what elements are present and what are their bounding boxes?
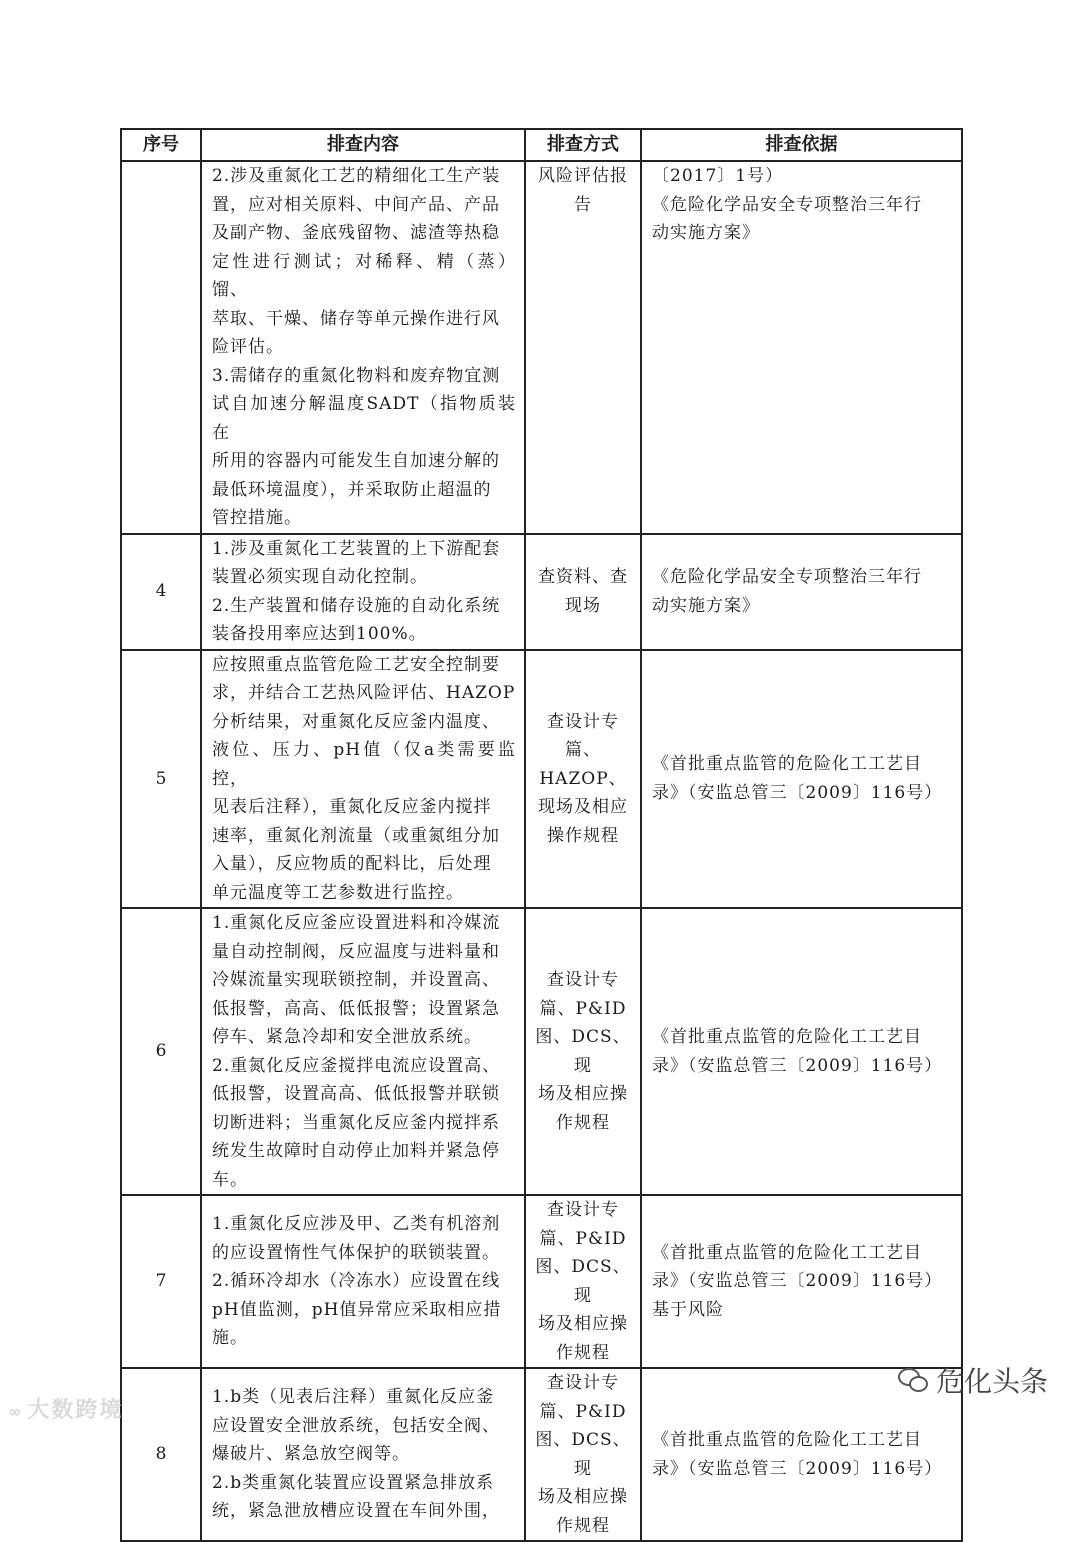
row-content	[201, 908, 525, 1195]
row-content-line: 量自动控制阀，反应温度与进料量和	[212, 941, 500, 962]
row-method	[525, 534, 641, 650]
row-basis-line: 动实施方案》	[652, 595, 760, 616]
row-content-line: 入量），反应物质的配料比，后处理	[212, 854, 492, 874]
row-number: 8	[121, 1368, 201, 1541]
row-number: 7	[121, 1195, 201, 1368]
table-row	[121, 650, 962, 909]
row-method-line: 作规程	[556, 1515, 610, 1536]
row-content-line: 2.涉及重氮化工艺的精细化工生产装	[212, 166, 501, 186]
row-basis-line: 《首批重点监管的危险化工工艺目	[652, 1430, 922, 1450]
row-content-line: 定性进行测试；对稀释、精（蒸）馏、	[212, 251, 516, 300]
row-method-line: 场及相应操	[538, 1487, 628, 1507]
row-content-line: 统发生故障时自动停止加料并紧急停	[212, 1141, 500, 1161]
row-basis-line: 录》（安监总管三〔2009〕116号）	[652, 782, 943, 803]
row-content-line: 单元温度等工艺参数进行监控。	[212, 882, 464, 903]
row-method-line: 查设计专	[547, 1200, 619, 1220]
row-basis-line: 录》（安监总管三〔2009〕116号）	[652, 1271, 943, 1292]
row-content-line: 管控措施。	[212, 508, 302, 528]
row-content-line: 速率，重氮化剂流量（或重氮组分加	[212, 825, 500, 846]
row-content-line: 见表后注释），重氮化反应釜内搅拌	[212, 797, 492, 817]
row-content-line: 2.b类重氮化装置应设置紧急排放系	[212, 1472, 495, 1493]
row-method-line: 查设计专	[547, 970, 619, 990]
row-content	[201, 534, 525, 650]
row-content-line: 所用的容器内可能发生自加速分解的	[212, 451, 500, 471]
table-row	[121, 1195, 962, 1368]
row-content-line: 3.需储存的重氮化物料和废弃物宜测	[212, 365, 501, 386]
row-content-line: 应按照重点监管危险工艺安全控制要	[212, 654, 500, 675]
row-content	[201, 161, 525, 534]
header-content: 排查内容	[201, 129, 525, 161]
row-content-line: 2.循环冷却水（冷冻水）应设置在线	[212, 1271, 501, 1292]
row-method-line: 作规程	[556, 1112, 610, 1133]
row-basis-line: 《危险化学品安全专项整治三年行	[652, 194, 922, 215]
row-content-line: 车。	[212, 1169, 248, 1190]
row-method-line: 篇、P&ID	[539, 998, 627, 1019]
row-number	[121, 161, 201, 534]
row-basis-line: 录》（安监总管三〔2009〕116号）	[652, 1458, 943, 1479]
row-basis-line: 基于风险	[652, 1299, 724, 1320]
table-row	[121, 908, 962, 1195]
row-content-line: 低报警，高高、低低报警；设置紧急	[212, 998, 500, 1019]
row-method	[525, 161, 641, 534]
row-method-line: 篇、HAZOP、	[539, 740, 627, 789]
row-content-line: 冷媒流量实现联锁控制，并设置高、	[212, 970, 500, 990]
row-method-line: 场及相应操	[538, 1084, 628, 1104]
row-method-line: 篇、P&ID	[539, 1401, 627, 1422]
row-content-line: 1.b类（见表后注释）重氮化反应釜	[212, 1387, 495, 1408]
row-method-line: 风险评估报	[538, 166, 628, 186]
row-content-line: 1.涉及重氮化工艺装置的上下游配套	[212, 538, 501, 559]
watermark-right	[898, 1360, 1048, 1400]
row-method-line: 图、DCS、现	[535, 1027, 631, 1076]
row-method	[525, 908, 641, 1195]
row-method-line: 现场	[565, 595, 601, 616]
row-content-line: 低报警，设置高高、低低报警并联锁	[212, 1084, 500, 1104]
watermark-logo: ∞	[8, 1402, 24, 1421]
row-method	[525, 650, 641, 909]
row-basis	[641, 1195, 962, 1368]
row-content-line: 2.重氮化反应釜搅拌电流应设置高、	[212, 1055, 501, 1076]
row-content-line: 统，紧急泄放槽应设置在车间外围，	[212, 1501, 500, 1522]
row-content-line: 装备投用率应达到100%。	[212, 624, 427, 644]
row-basis	[641, 908, 962, 1195]
row-basis-line: 《危险化学品安全专项整治三年行	[652, 567, 922, 587]
row-content-line: 分析结果，对重氮化反应釜内温度、	[212, 711, 500, 732]
row-method	[525, 1195, 641, 1368]
row-content-line: 险评估。	[212, 337, 284, 357]
wechat-icon	[898, 1368, 928, 1392]
header-basis: 排查依据	[641, 129, 962, 161]
row-content	[201, 1195, 525, 1368]
row-content-line: 置，应对相关原料、中间产品、产品	[212, 194, 500, 215]
row-content-line: 及副产物、釜底残留物、滤渣等热稳	[212, 223, 500, 243]
row-content-line: 最低环境温度），并采取防止超温的	[212, 479, 492, 500]
table-row	[121, 1368, 962, 1541]
row-method	[525, 1368, 641, 1541]
row-content-line: 2.生产装置和储存设施的自动化系统	[212, 595, 501, 616]
row-content-line: 应设置安全泄放系统，包括安全阀、	[212, 1415, 500, 1436]
row-basis-line: 《首批重点监管的危险化工工艺目	[652, 1242, 922, 1263]
row-method-line: 篇、P&ID	[539, 1228, 627, 1249]
row-method-line: 现场及相应	[538, 797, 628, 817]
row-method-line: 查资料、查	[538, 567, 628, 587]
row-basis	[641, 161, 962, 534]
row-method-line: 告	[574, 194, 592, 215]
row-content	[201, 1368, 525, 1541]
row-method-line: 图、DCS、现	[535, 1257, 631, 1306]
row-content	[201, 650, 525, 909]
row-method-line: 作规程	[556, 1342, 610, 1363]
row-content-line: 施。	[212, 1328, 248, 1349]
row-basis	[641, 534, 962, 650]
table-row	[121, 534, 962, 650]
header-method: 排查方式	[525, 129, 641, 161]
watermark-left	[8, 1393, 123, 1424]
row-content-line: 的应设置惰性气体保护的联锁装置。	[212, 1242, 500, 1263]
row-content-line: 试自加速分解温度SADT（指物质装在	[212, 394, 516, 443]
row-content-line: 切断进料；当重氮化反应釜内搅拌系	[212, 1112, 500, 1133]
row-content-line: 液位、压力、pH值（仅a类需要监控，	[212, 740, 516, 789]
table-row	[121, 161, 962, 534]
row-content-line: 1.重氮化反应涉及甲、乙类有机溶剂	[212, 1214, 501, 1235]
row-method-line: 操作规程	[547, 825, 619, 846]
row-content-line: pH值监测，pH值异常应采取相应措	[212, 1299, 502, 1320]
row-method-line: 查设计专	[547, 711, 619, 732]
row-content-line: 装置必须实现自动化控制。	[212, 567, 428, 587]
row-content-line: 萃取、干燥、储存等单元操作进行风	[212, 308, 500, 329]
row-number: 4	[121, 534, 201, 650]
row-method-line: 查设计专	[547, 1373, 619, 1393]
row-content-line: 1.重氮化反应釜应设置进料和冷媒流	[212, 913, 501, 933]
row-basis-line: 动实施方案》	[652, 223, 760, 243]
row-basis-line: 《首批重点监管的危险化工工艺目	[652, 1027, 922, 1047]
row-method-line: 图、DCS、现	[535, 1430, 631, 1479]
row-basis-line: 〔2017〕1号）	[652, 166, 784, 186]
row-basis	[641, 650, 962, 909]
row-method-line: 场及相应操	[538, 1314, 628, 1334]
row-content-line: 求，并结合工艺热风险评估、HAZOP	[212, 683, 516, 703]
table-header-row	[121, 129, 962, 161]
watermark-left-text: 大数跨境	[27, 1398, 124, 1423]
row-basis-line: 《首批重点监管的危险化工工艺目	[652, 754, 922, 775]
row-content-line: 停车、紧急冷却和安全泄放系统。	[212, 1027, 482, 1047]
row-number: 6	[121, 908, 201, 1195]
watermark-right-text: 危化头条	[936, 1365, 1049, 1398]
row-basis-line: 录》（安监总管三〔2009〕116号）	[652, 1055, 943, 1076]
inspection-table	[120, 128, 963, 1542]
header-no: 序号	[121, 129, 201, 161]
row-number: 5	[121, 650, 201, 909]
row-content-line: 爆破片、紧急放空阀等。	[212, 1444, 410, 1465]
